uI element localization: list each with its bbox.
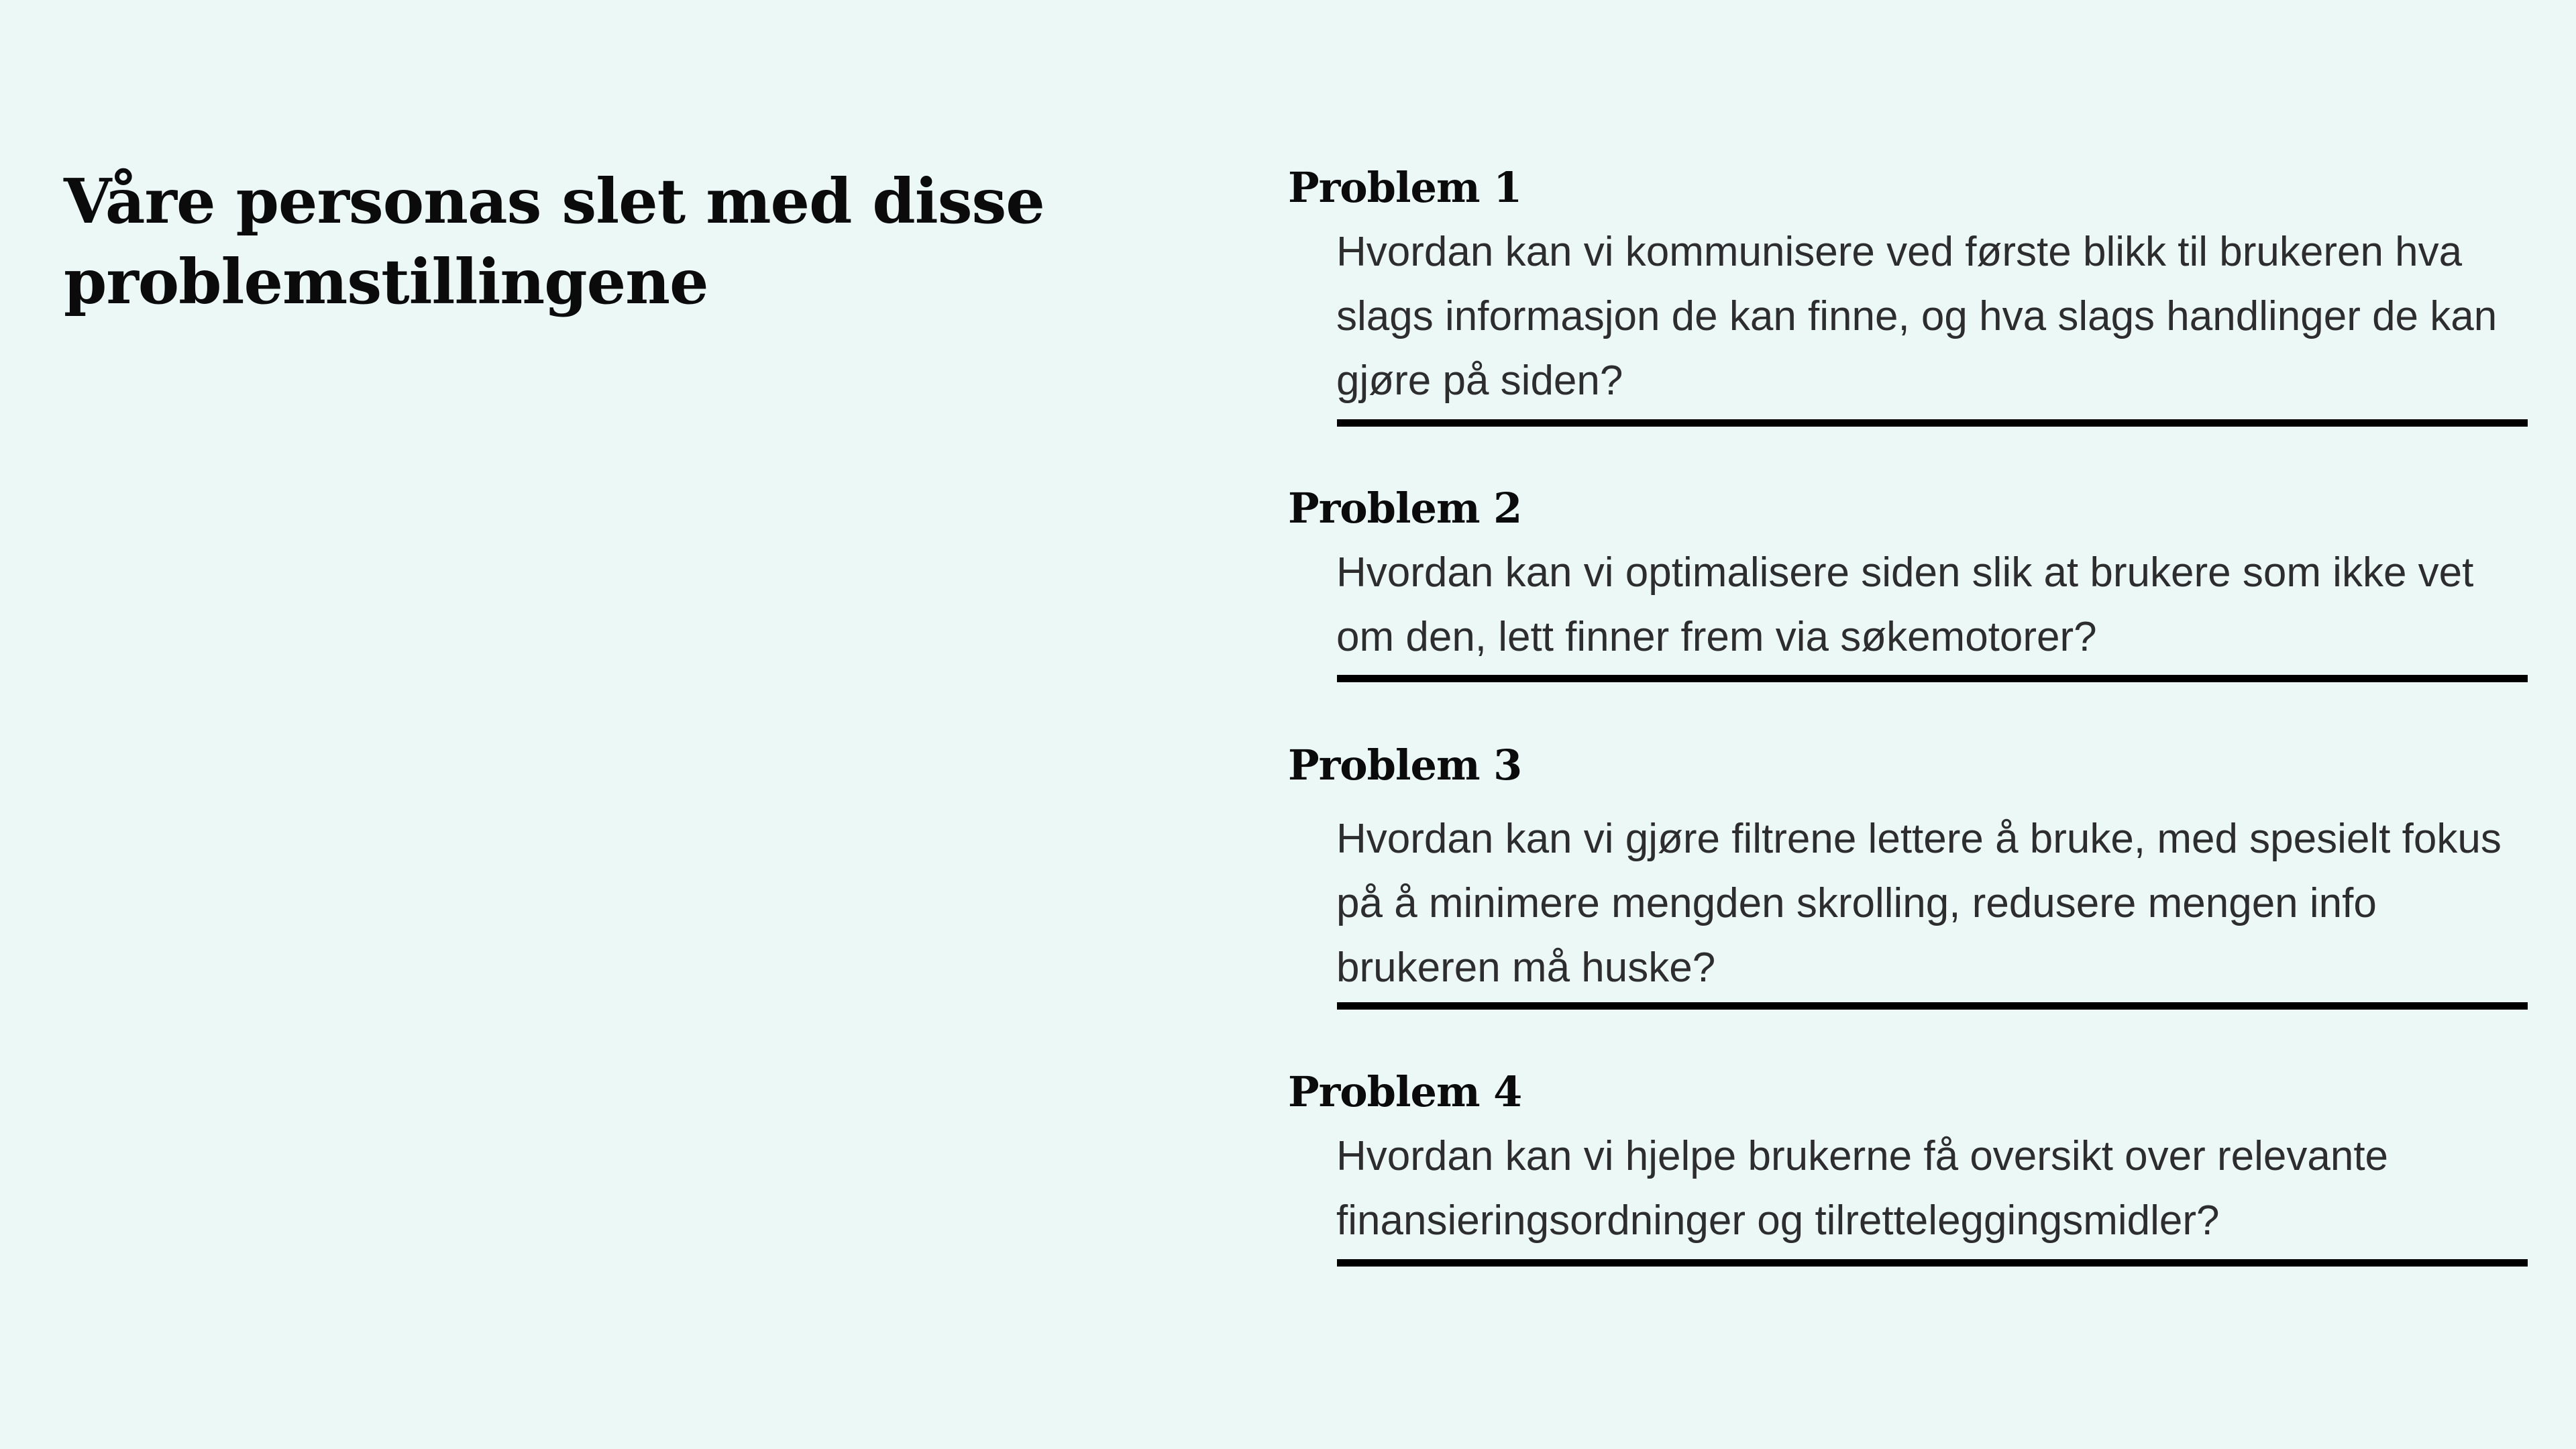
divider-line bbox=[1337, 1259, 2528, 1267]
problem-4 bbox=[1288, 1065, 2529, 1253]
divider-line bbox=[1337, 675, 2528, 682]
problem-text: Hvordan kan vi gjøre filtrene lettere å bruke, med spesielt fokus på å minimere mengden skrolling, redusere mengen info brukeren må huske? bbox=[1336, 816, 2525, 991]
slide-title: Våre personas slet med disse problemstillingene bbox=[64, 165, 1044, 318]
problem-text: Hvordan kan vi kommunisere ved første blikk til brukeren hva slags informasjon de kan finne, og hva slags handlinger de kan gjøre på siden? bbox=[1336, 229, 2509, 404]
problem-heading: Problem 2 bbox=[1288, 484, 1522, 533]
problem-heading: Problem 3 bbox=[1288, 741, 1522, 790]
problem-text: Hvordan kan vi optimalisere siden slik at brukere som ikke vet om den, lett finner frem via søkemotorer? bbox=[1336, 549, 2485, 660]
problem-1 bbox=[1288, 161, 2529, 413]
divider-line bbox=[1337, 1002, 2528, 1010]
problem-heading: Problem 1 bbox=[1288, 163, 1522, 212]
problem-heading: Problem 4 bbox=[1288, 1067, 1522, 1116]
divider-line bbox=[1337, 419, 2528, 427]
problem-2 bbox=[1288, 482, 2529, 669]
problem-text: Hvordan kan vi hjelpe brukerne få oversikt over relevante finansieringsordninger og tilretteleggingsmidler? bbox=[1336, 1133, 2400, 1244]
problem-3 bbox=[1288, 739, 2529, 1000]
